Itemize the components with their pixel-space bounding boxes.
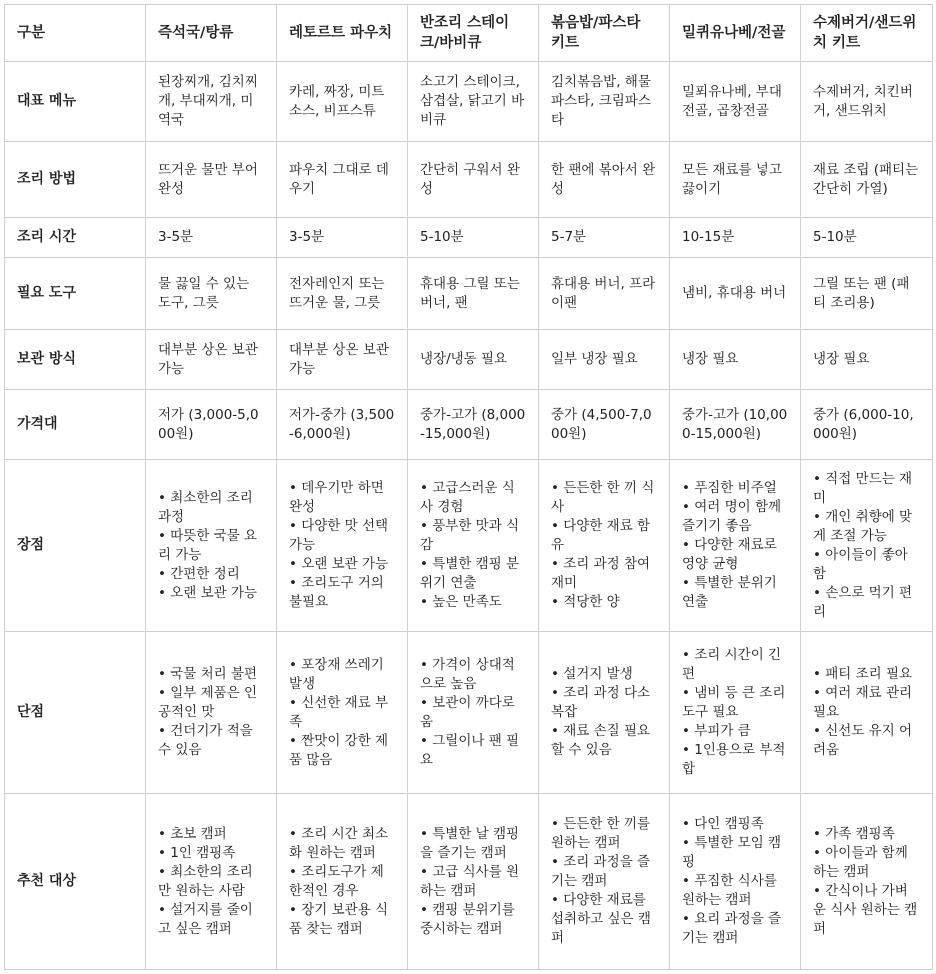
cell-line: 3-5분 [158, 229, 194, 245]
cell-line: • 장기 보관용 식품 찾는 캠퍼 [289, 901, 389, 937]
table-cell [277, 142, 408, 218]
cell-line: • 아이들과 함께하는 캠퍼 [813, 844, 908, 880]
cell-line: • 특별한 캠핑 분위기 연출 [420, 556, 520, 591]
column-header: 수제버거/샌드위치 키트 [801, 5, 933, 62]
cell-line: • 1인용으로 부적합 [682, 742, 786, 777]
comparison-table [4, 4, 933, 970]
cell-line: 김치볶음밥, 해물파스타, 크림파스타 [551, 74, 651, 128]
table-cell [277, 794, 408, 970]
cell-line: 중가-고가 (8,000-15,000원) [420, 406, 526, 442]
cell-line: • 1인 캠핑족 [158, 844, 236, 861]
cell-line: • 일부 제품은 인공적인 맛 [158, 685, 258, 720]
cell-line: • 최소한의 조리 과정 [158, 489, 253, 525]
cell-line: 3-5분 [289, 229, 325, 245]
table-cell [801, 390, 933, 460]
table-cell [801, 142, 933, 218]
table-cell [539, 62, 670, 142]
cell-line: 휴대용 버너, 프라이팬 [551, 275, 656, 311]
table-cell [539, 218, 670, 258]
table-row [5, 330, 933, 390]
table-cell [408, 330, 539, 390]
cell-line: • 신선도 유지 어려움 [813, 723, 913, 758]
cell-line: 모든 재료를 넣고 끓이기 [682, 161, 782, 197]
table-cell [277, 258, 408, 330]
table-row [5, 632, 933, 794]
cell-line: • 오랜 보관 가능 [289, 556, 389, 572]
table-cell [801, 632, 933, 794]
cell-line: 물 끓일 수 있는 도구, 그릇 [158, 275, 250, 311]
column-header: 볶음밥/파스타 키트 [539, 5, 670, 62]
table-cell [670, 632, 801, 794]
cell-line: • 고급 식사를 원하는 캠퍼 [420, 863, 520, 899]
table-cell [801, 330, 933, 390]
table-cell [146, 632, 277, 794]
table-cell [539, 632, 670, 794]
table-cell [408, 62, 539, 142]
cell-line: 전자레인지 또는 뜨거운 물, 그릇 [289, 275, 385, 311]
cell-line: 대부분 상온 보관 가능 [289, 341, 389, 377]
table-cell [539, 142, 670, 218]
cell-line: 일부 냉장 필요 [551, 351, 638, 367]
table-cell [670, 258, 801, 330]
cell-line: • 초보 캠퍼 [158, 825, 227, 842]
row-label: 조리 방법 [5, 142, 146, 218]
cell-line: • 간편한 정리 [158, 565, 240, 582]
cell-line: • 특별한 분위기 연출 [682, 575, 777, 610]
header-row [5, 5, 933, 62]
cell-line: • 최소한의 조리만 원하는 사람 [158, 863, 253, 899]
table-cell [670, 794, 801, 970]
table-cell [408, 794, 539, 970]
table-row [5, 142, 933, 218]
cell-line: 냄비, 휴대용 버너 [682, 285, 787, 301]
cell-line: • 가족 캠핑족 [813, 825, 895, 842]
cell-line: • 다양한 재료를 섭취하고 싶은 캠퍼 [551, 892, 651, 946]
table-cell [408, 460, 539, 632]
row-label: 대표 메뉴 [5, 62, 146, 142]
table-cell [146, 794, 277, 970]
table-cell [670, 62, 801, 142]
cell-line: • 조리 과정을 즐기는 캠퍼 [551, 854, 651, 889]
cell-line: • 조리 과정 참여 재미 [551, 556, 651, 591]
cell-line: 수제버거, 치킨버거, 샌드위치 [813, 83, 913, 119]
table-cell [801, 62, 933, 142]
table-cell [801, 218, 933, 258]
table-cell [539, 390, 670, 460]
cell-line: 냉장/냉동 필요 [420, 351, 508, 367]
cell-line: • 손으로 먹기 편리 [813, 584, 913, 620]
row-label: 필요 도구 [5, 258, 146, 330]
cell-line: • 다양한 재료로 영양 균형 [682, 537, 777, 572]
cell-line: • 재료 손질 필요할 수 있음 [551, 723, 651, 758]
row-label: 추천 대상 [5, 794, 146, 970]
table-cell [408, 258, 539, 330]
cell-line: 간단히 구워서 완성 [420, 161, 520, 197]
cell-line: 저가-중가 (3,500-6,000원) [289, 406, 395, 442]
row-label: 조리 시간 [5, 218, 146, 258]
cell-line: 뜨거운 물만 부어 완성 [158, 161, 258, 197]
cell-line: 그릴 또는 팬 (패티 조리용) [813, 275, 910, 311]
cell-line: 중가 (4,500-7,000원) [551, 406, 652, 442]
cell-line: • 간식이나 가벼운 식사 원하는 캠퍼 [813, 882, 918, 937]
cell-line: • 조리 시간 최소화 원하는 캠퍼 [289, 825, 389, 861]
cell-line: • 든든한 한 끼를 원하는 캠퍼 [551, 816, 651, 851]
cell-line: 대부분 상온 보관 가능 [158, 341, 258, 377]
table-cell [408, 390, 539, 460]
cell-line: 냉장 필요 [813, 351, 870, 367]
table-cell [801, 794, 933, 970]
cell-line: 저가 (3,000-5,000원) [158, 406, 259, 442]
cell-line: • 개인 취향에 맞게 조절 가능 [813, 508, 913, 544]
cell-line: • 다양한 맛 선택 가능 [289, 518, 389, 553]
table-cell [408, 632, 539, 794]
cell-line: 중가-고가 (10,000-15,000원) [682, 406, 788, 442]
table-cell [539, 258, 670, 330]
table-body [5, 62, 933, 970]
table-cell [539, 330, 670, 390]
cell-line: • 조리도구가 제한적인 경우 [289, 863, 384, 899]
cell-line: • 특별한 모임 캠핑 [682, 835, 782, 870]
cell-line: • 직접 만드는 재미 [813, 470, 913, 506]
cell-line: • 포장재 쓰레기 발생 [289, 656, 384, 692]
cell-line: • 오랜 보관 가능 [158, 584, 258, 601]
cell-line: • 조리 시간이 긴 편 [682, 647, 782, 682]
cell-line: 된장찌개, 김치찌개, 부대찌개, 미역국 [158, 74, 258, 128]
table-cell [408, 218, 539, 258]
cell-line: 밀푀유나베, 부대전골, 곱창전골 [682, 83, 782, 119]
table-cell [277, 218, 408, 258]
cell-line: • 적당한 양 [551, 594, 620, 610]
cell-line: • 가격이 상대적으로 높음 [420, 656, 515, 692]
cell-line: • 신선한 재료 부족 [289, 694, 389, 730]
cell-line: • 건더기가 적을 수 있음 [158, 723, 253, 758]
cell-line: • 따뜻한 국물 요리 가능 [158, 527, 258, 563]
table-cell [146, 62, 277, 142]
table-row [5, 218, 933, 258]
cell-line: 냉장 필요 [682, 351, 739, 367]
column-header: 밀퀴유나베/전골 [670, 5, 801, 62]
table-cell [670, 460, 801, 632]
table-cell [146, 330, 277, 390]
cell-line: • 조리도구 거의 불필요 [289, 575, 384, 610]
cell-line: • 고급스러운 식사 경험 [420, 480, 515, 515]
cell-line: • 아이들이 좋아함 [813, 546, 908, 582]
cell-line: • 짠맛이 강한 제품 많음 [289, 732, 389, 768]
table-cell [801, 258, 933, 330]
table-cell [146, 390, 277, 460]
table-row [5, 460, 933, 632]
table-cell [277, 62, 408, 142]
table-cell [277, 460, 408, 632]
table-cell [146, 258, 277, 330]
table-cell [146, 218, 277, 258]
table-cell [408, 142, 539, 218]
cell-line: 휴대용 그릴 또는 버너, 팬 [420, 275, 520, 311]
cell-line: • 요리 과정을 즐기는 캠퍼 [682, 911, 782, 946]
cell-line: • 설거지 발생 [551, 666, 633, 682]
table-cell [277, 390, 408, 460]
table-cell [670, 390, 801, 460]
cell-line: 5-10분 [420, 229, 464, 245]
cell-line: • 국물 처리 불편 [158, 666, 258, 682]
cell-line: • 든든한 한 끼 식사 [551, 480, 655, 515]
column-header: 즉석국/탕류 [146, 5, 277, 62]
cell-line: 10-15분 [682, 229, 735, 245]
cell-line: • 냄비 등 큰 조리도구 필요 [682, 685, 786, 720]
cell-line: • 부피가 큼 [682, 723, 751, 739]
cell-line: 파우치 그대로 데우기 [289, 161, 389, 197]
table-cell [801, 460, 933, 632]
cell-line: • 보관이 까다로움 [420, 694, 515, 730]
cell-line: 한 팬에 볶아서 완성 [551, 161, 656, 197]
table-row [5, 794, 933, 970]
cell-line: • 특별한 날 캠핑을 즐기는 캠퍼 [420, 825, 520, 861]
table-row [5, 390, 933, 460]
cell-line: • 푸짐한 비주얼 [682, 480, 777, 496]
cell-line: 카레, 짜장, 미트소스, 비프스튜 [289, 83, 385, 119]
table-row [5, 258, 933, 330]
cell-line: 5-10분 [813, 229, 857, 245]
column-header: 레토르트 파우치 [277, 5, 408, 62]
cell-line: • 설거지를 줄이고 싶은 캠퍼 [158, 901, 253, 937]
table-cell [670, 218, 801, 258]
table-header [5, 5, 933, 62]
cell-line: • 다인 캠핑족 [682, 816, 764, 832]
table-cell [670, 142, 801, 218]
cell-line: • 데우기만 하면 완성 [289, 480, 384, 515]
table-cell [277, 330, 408, 390]
cell-line: • 풍부한 맛과 식감 [420, 518, 520, 553]
row-label: 보관 방식 [5, 330, 146, 390]
row-label: 단점 [5, 632, 146, 794]
cell-line: • 높은 만족도 [420, 594, 502, 610]
table-cell [277, 632, 408, 794]
cell-line: • 패티 조리 필요 [813, 666, 913, 682]
cell-line: • 여러 명이 함께 즐기기 좋음 [682, 499, 782, 534]
cell-line: • 그릴이나 팬 필요 [420, 732, 520, 768]
cell-line: • 조리 과정 다소 복잡 [551, 685, 651, 720]
cell-line: • 여러 재료 관리 필요 [813, 685, 913, 720]
cell-line: • 캠핑 분위기를 중시하는 캠퍼 [420, 901, 515, 937]
row-label: 가격대 [5, 390, 146, 460]
cell-line: 5-7분 [551, 229, 587, 245]
cell-line: 재료 조립 (패티는 간단히 가열) [813, 161, 919, 197]
table-cell [146, 142, 277, 218]
column-header: 반조리 스테이크/바비큐 [408, 5, 539, 62]
table-row [5, 62, 933, 142]
row-label: 장점 [5, 460, 146, 632]
header-category: 구분 [5, 5, 146, 62]
cell-line: • 푸짐한 식사를 원하는 캠퍼 [682, 873, 777, 908]
table-cell [146, 460, 277, 632]
cell-line: 소고기 스테이크, 삼겹살, 닭고기 바비큐 [420, 74, 525, 128]
table-cell [539, 460, 670, 632]
table-cell [670, 330, 801, 390]
cell-line: 중가 (6,000-10,000원) [813, 406, 914, 442]
cell-line: • 다양한 재료 함유 [551, 518, 651, 553]
table-cell [539, 794, 670, 970]
